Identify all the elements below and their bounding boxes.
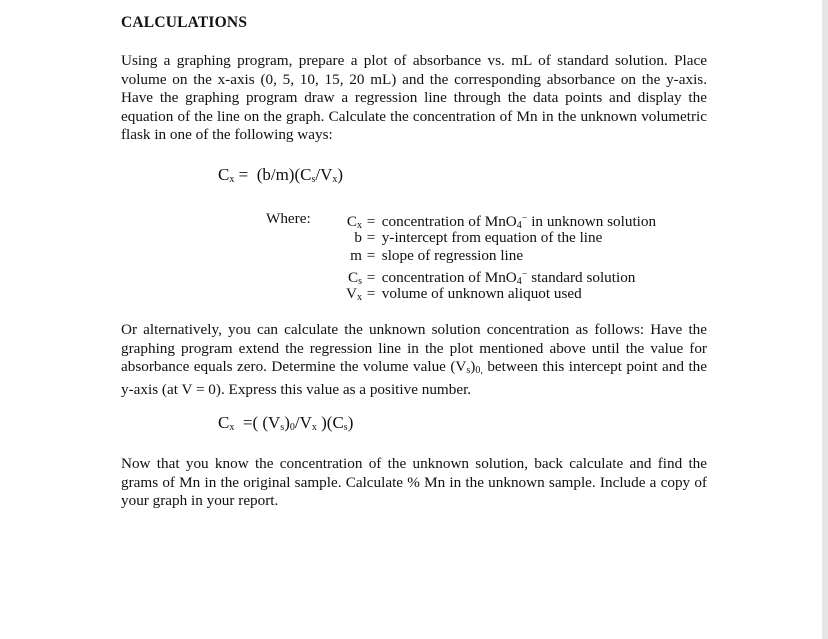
formula2-equals: = [242, 413, 253, 432]
definition-equals: = [366, 269, 376, 286]
definition-sup: − [521, 213, 528, 224]
definition-text: slope of regression line [381, 247, 524, 264]
formula2-lhs-sub: x [229, 422, 235, 433]
formula1-lhs: C [218, 165, 230, 184]
definition-text: concentration of MnO [381, 213, 517, 230]
formula2-part1: ( (V [252, 413, 281, 432]
definition-symbol: b [354, 229, 362, 246]
para2-text-b: between this intercept point and the y-axis (at V = 0). Express this value as a positive number. [121, 358, 707, 398]
section-heading: CALCULATIONS [121, 14, 248, 31]
definition-symbol: V [346, 285, 357, 302]
definition-symbol: C [347, 269, 359, 286]
definition-equals: = [366, 229, 376, 246]
instructions-paragraph: Using a graphing program, prepare a plot of absorbance vs. mL of standard solution. Place volume on the x-axis (0, 5, 10, 15, 20 mL) and the corresponding absorbance on the y-axis. Have the graphing program draw a regression line through the data points and display the equation of the line on the graph. Calculate the concentration of Mn in the unknown volumetric flask in one of the following ways: [121, 52, 707, 144]
definition-equals: = [366, 285, 376, 302]
formula-cx-intercept [218, 413, 353, 433]
definition-equals: = [366, 247, 376, 264]
para2-sub-s: s [466, 365, 471, 377]
para2-text-a: Or alternatively, you can calculate the unknown solution concentration as follows: Have the graphing program extend the regression line in the plot mentioned above until the value for absorbance equals zero. Determine the volume value (V [121, 321, 707, 376]
formula-cx-regression [218, 165, 343, 185]
definition-text: concentration of MnO [381, 269, 517, 286]
definition-text-tail: in unknown solution [527, 213, 657, 230]
definition-text-tail: standard solution [527, 269, 636, 286]
definition-symbol-sub: s [358, 276, 362, 287]
formula2-lhs: C [218, 413, 230, 432]
definition-sub: 4 [516, 220, 522, 231]
formula2-part5: ) [347, 413, 354, 432]
formula2-part1-sub: s [280, 422, 285, 433]
formula1-part1: (b/m)(C [256, 165, 312, 184]
formula2-part2-sub: 0 [289, 422, 295, 433]
formula2-part4-sub: s [343, 422, 348, 433]
definition-sup: − [521, 269, 528, 280]
formula2-part3: /V [294, 413, 312, 432]
definition-text: volume of unknown aliquot used [381, 285, 582, 302]
definition-sub: 4 [516, 276, 522, 287]
definition-symbol-sub: x [357, 220, 362, 231]
definition-symbol: m [350, 247, 362, 264]
where-label: Where: [266, 210, 311, 227]
formula2-part4: )(C [316, 413, 344, 432]
definition-text: y-intercept from equation of the line [381, 229, 603, 246]
formula1-part3: ) [337, 165, 344, 184]
formula1-equals: = [238, 165, 249, 184]
formula2-part3-sub: x [311, 422, 317, 433]
definition-symbol-sub: x [357, 292, 362, 303]
para2-sub-zero: 0, [475, 365, 483, 377]
formula1-lhs-sub: x [229, 174, 235, 185]
para2-paren: ) [470, 358, 476, 376]
definition-row [326, 228, 602, 247]
back-calculation-paragraph: Now that you know the concentration of the unknown solution, back calculate and find the grams of Mn in the original sample. Calculate % Mn in the unknown sample. Include a copy of your graph in your report. [121, 455, 707, 510]
definition-row [326, 284, 582, 307]
definition-equals: = [366, 213, 376, 230]
formula1-part1-sub: s [311, 174, 316, 185]
page-edge [822, 0, 828, 639]
formula2-part2: ) [284, 413, 290, 432]
definition-row [326, 246, 523, 265]
definition-symbol: C [346, 213, 357, 230]
formula1-part2-sub: x [332, 174, 338, 185]
formula1-part2: /V [315, 165, 333, 184]
alternative-method-paragraph [121, 321, 707, 399]
